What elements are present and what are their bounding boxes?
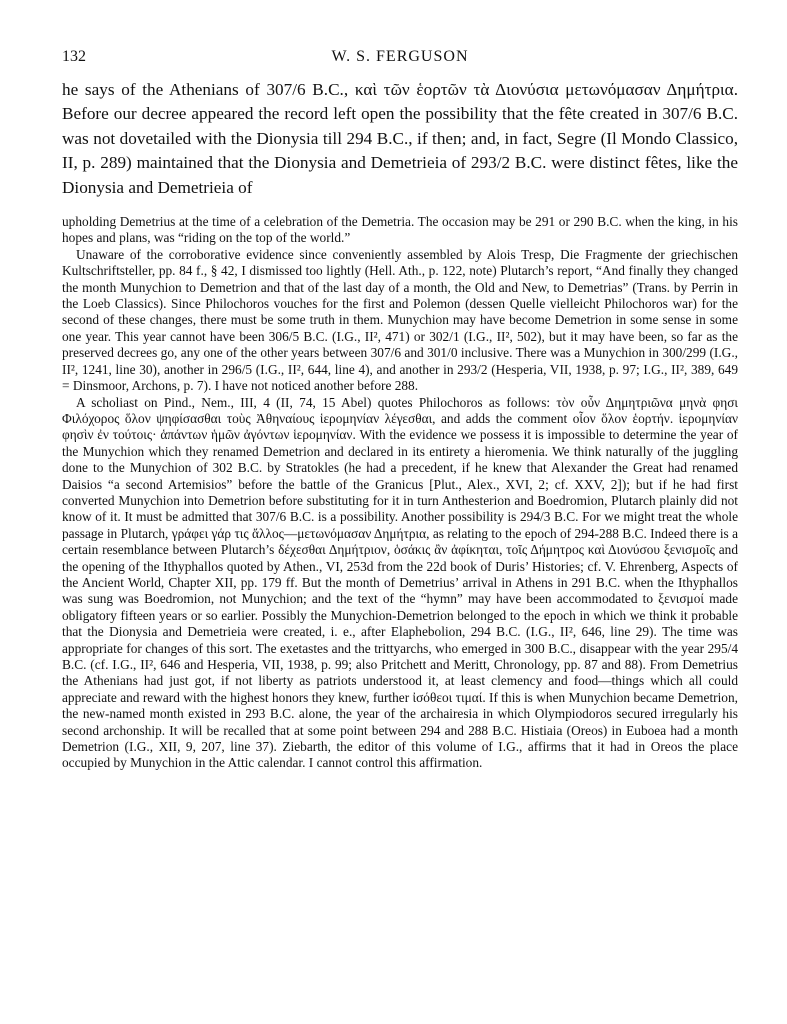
page-header [62, 48, 738, 78]
running-title: W. S. FERGUSON [331, 48, 469, 65]
footnote-continuation: upholding Demetrius at the time of a celebration of the Demetria. The occasion may be 291 or 290 B.C. when the king, in his hopes and plans, was “riding on the top of the world.” [62, 214, 738, 246]
footnote-paragraph-scholiast: A scholiast on Pind., Nem., III, 4 (II, 74, 15 Abel) quotes Philochoros as follows: τὸν οὖν Δημητριῶνα μηνὰ φησι Φιλόχορος ὅλον ψηφίσασθαι τοὺς Ἀθηναίους ἱερομηνίαν λέγεσθαι, and adds the comment οἷον ὅλον ἑορτήν. ἱερομηνίαν φησὶν ἐν τούτοις· ἁπάντων ἡμῶν ἀγόντων ἱερομηνίαν. With the evidence we possess it is impossible to determine the year of the Munychion which they renamed Demetrion and declared in its entirety a hieromenia. We think naturally of the juggling done to the Munychion of 302 B.C. by Stratokles (he had a precedent, if he knew that Alexander the Great had renamed Daisios “a second Artemisios” before the battle of the Granicus [Plut., Alex., XVI, 2; cf. XXV, 2]); but if he had first converted Munychion into Demetrion before substituting for it in turn Anthesterion and Boedromion, Plutarch plainly did not know of it. It must be admitted that 307/6 B.C. is a possibility. Another possibility is 294/3 B.C. For we might treat the whole passage in Plutarch, γράφει γάρ τις ἄλλος—μετωνόμασαν Δημήτρια, as relating to the epoch of 294-288 B.C. Indeed there is a certain resemblance between Plutarch’s δέχεσθαι Δημήτριον, ὁσάκις ἂν ἀφίκηται, τοῖς Δήμητρος καὶ Διονύσου ξενισμοῖς and the opening of the Ithyphallos quoted by Athen., VI, 253d from the 22d book of Duris’ Histories; cf. V. Ehrenberg, Aspects of the Ancient World, Chapter XII, pp. 179 ff. But the month of Demetrius’ arrival in Athens in 291 B.C. when the Ithyphallos was sung was Boedromion, not Munychion; and the text of the “hymn” may have been accommodated to ξενισμοί made obligatory fifteen years or so earlier. Possibly the Munychion-Demetrion belonged to the epoch in which we think it probable that the Dionysia and Demetrieia were created, i. e., after Elaphebolion, 294 B.C. (I.G., II², 646, line 29). The time was appropriate for changes of this sort. The exetastes and the trittyarchs, who emerged in 300 B.C., disappear with the year 295/4 B.C. (cf. I.G., II², 646 and Hesperia, VII, 1938, p. 99; also Pritchett and Meritt, Chronology, pp. 87 and 88). From Demetrius the Athenians had just got, if not liberty as patriots understood it, at least clemency and food—things which all could appreciate and reward with the highest honors they knew, further ἰσόθεοι τιμαί. If this is when Munychion became Demetrion, the new-named month existed in 293 B.C. alone, the year of the archairesia in which Olympiodoros secured irregularly his second archonship. It will be recalled that at some point between 294 and 288 B.C. Histiaia (Oreos) in Euboea had a month Demetrion (I.G., XII, 9, 207, line 37). Ziebarth, the editor of this volume of I.G., affirms that it had in Oreos the place occupied by Munychion in the Attic calendar. I cannot control this affirmation. [62, 394, 738, 771]
page-number: 132 [62, 48, 86, 65]
page [62, 48, 738, 772]
footnote-paragraph-munychion: Unaware of the corroborative evidence since conveniently assembled by Alois Tresp, Die Fragmente der griechischen Kultschriftsteller, pp. 84 f., § 42, I dismissed too lightly (Hell. Ath., p. 122, note) Plutarch’s report, “And finally they changed the month Munychion to Demetrion and that of the last day of a month, the Old and New, to Demetrias” (Trans. by Perrin in the Loeb Classics). Since Philochoros vouches for the first and Polemon (dessen Quelle vielleicht Philochoros war) for the second of these changes, there must be some truth in them. Munychion may have become Demetrion in some sense in some one year. This year cannot have been 306/5 B.C. (I.G., II², 471) or 302/1 (I.G., II², 502), but it may have been, so far as the preserved decrees go, any one of the other years between 307/6 and 301/0 inclusive. There was a Munychion in 300/299 (I.G., II², 1241, line 30), another in 296/5 (I.G., II², 644, line 4), and another in 293/2 (Hesperia, VII, 1938, p. 97; I.G., II², 389, 649 = Dinsmoor, Archons, p. 7). I have not noticed another before 288. [62, 246, 738, 394]
main-text-paragraph: he says of the Athenians of 307/6 B.C., καὶ τῶν ἑορτῶν τὰ Διονύσια μετωνόμασαν Δημήτρια. Before our decree appeared the record left open the possibility that the fête created in 307/6 B.C. was not dovetailed with the Dionysia till 294 B.C., if then; and, in fact, Segre (Il Mondo Classico, II, p. 289) maintained that the Dionysia and Demetrieia of 293/2 B.C. were distinct fêtes, like the Dionysia and Demetrieia of [62, 80, 738, 197]
